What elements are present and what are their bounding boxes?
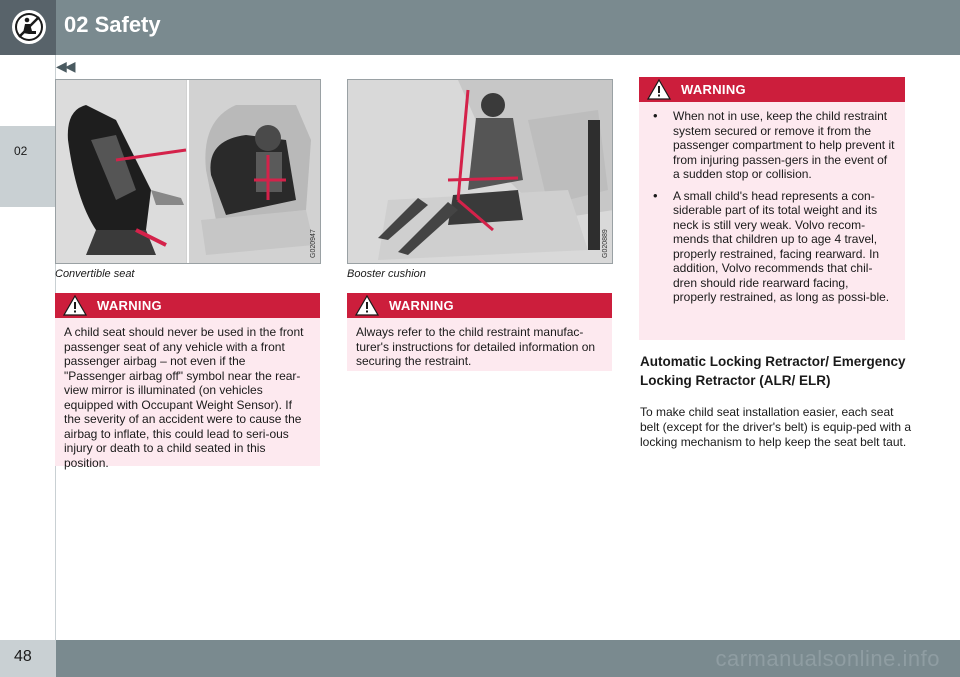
warning-box [55, 293, 320, 470]
warning-text: Always refer to the child restraint manufac-turer's instructions for detailed information on securing the restraint. [356, 325, 596, 368]
page-number: 48 [14, 648, 32, 665]
booster-cushion-illustration [348, 80, 613, 264]
figure-caption: Convertible seat [55, 268, 135, 280]
convertible-seat-figure [55, 79, 321, 264]
warning-title: WARNING [681, 82, 746, 97]
booster-cushion-figure [347, 79, 613, 264]
warning-title: WARNING [389, 298, 454, 313]
warning-triangle-icon [647, 79, 671, 100]
list-item: • When not in use, keep the child restraint system secured or remove it from the passenger compartment to help prevent it from injuring passen-gers in the event of a sudden stop or collision. [645, 109, 895, 182]
header-bar [56, 0, 960, 55]
figure-id: G020889 [602, 229, 609, 258]
warning-box [639, 77, 905, 340]
warning-header [347, 293, 612, 318]
seatbelt-warning-icon [10, 8, 48, 46]
warning-header [639, 77, 905, 102]
back-nav-button[interactable]: ◀◀ [56, 58, 74, 74]
page-title: 02 Safety [64, 12, 161, 37]
warning-header [55, 293, 320, 318]
warning-title: WARNING [97, 298, 162, 313]
watermark: carmanualsonline.info [715, 646, 940, 671]
section-body: To make child seat installation easier, each seat belt (except for the driver's belt) is equip-ped with a locking mechanism to help keep the seat belt taut. [640, 405, 912, 449]
list-item: • A small child's head represents a con-siderable part of its total weight and its neck is still very weak. Volvo recom-mends that children up to age 4 travel, properly restrained, facing rearward. In addition, Volvo recommends that chil-dren should ride rearward facing, properly restrained, as long as possi-ble. [645, 189, 895, 305]
section-heading: Automatic Locking Retractor/ Emergency Locking Retractor (ALR/ ELR) [640, 354, 906, 388]
footer-bar [56, 640, 960, 677]
warning-text: A child seat should never be used in the front passenger seat of any vehicle with a front passenger airbag – not even if the "Passenger airbag off" symbol near the rear-view mirror is illuminated (on vehicles equipped with Occupant Weight Sensor). If the severity of an accident were to cause the airbag to inflate, this could lead to seri-ous injury or death to a child seated in this position. [64, 325, 304, 470]
figure-caption: Booster cushion [347, 268, 426, 280]
header-logo-box [0, 0, 56, 55]
chapter-tab[interactable] [0, 126, 56, 207]
warning-triangle-icon [355, 295, 379, 316]
figure-id: G020947 [310, 229, 317, 258]
page-number-box [0, 640, 56, 677]
warning-triangle-icon [63, 295, 87, 316]
warning-list [639, 102, 905, 320]
convertible-seat-illustration [56, 80, 321, 264]
warning-box [347, 293, 612, 371]
chapter-tab-label: 02 [14, 144, 28, 158]
